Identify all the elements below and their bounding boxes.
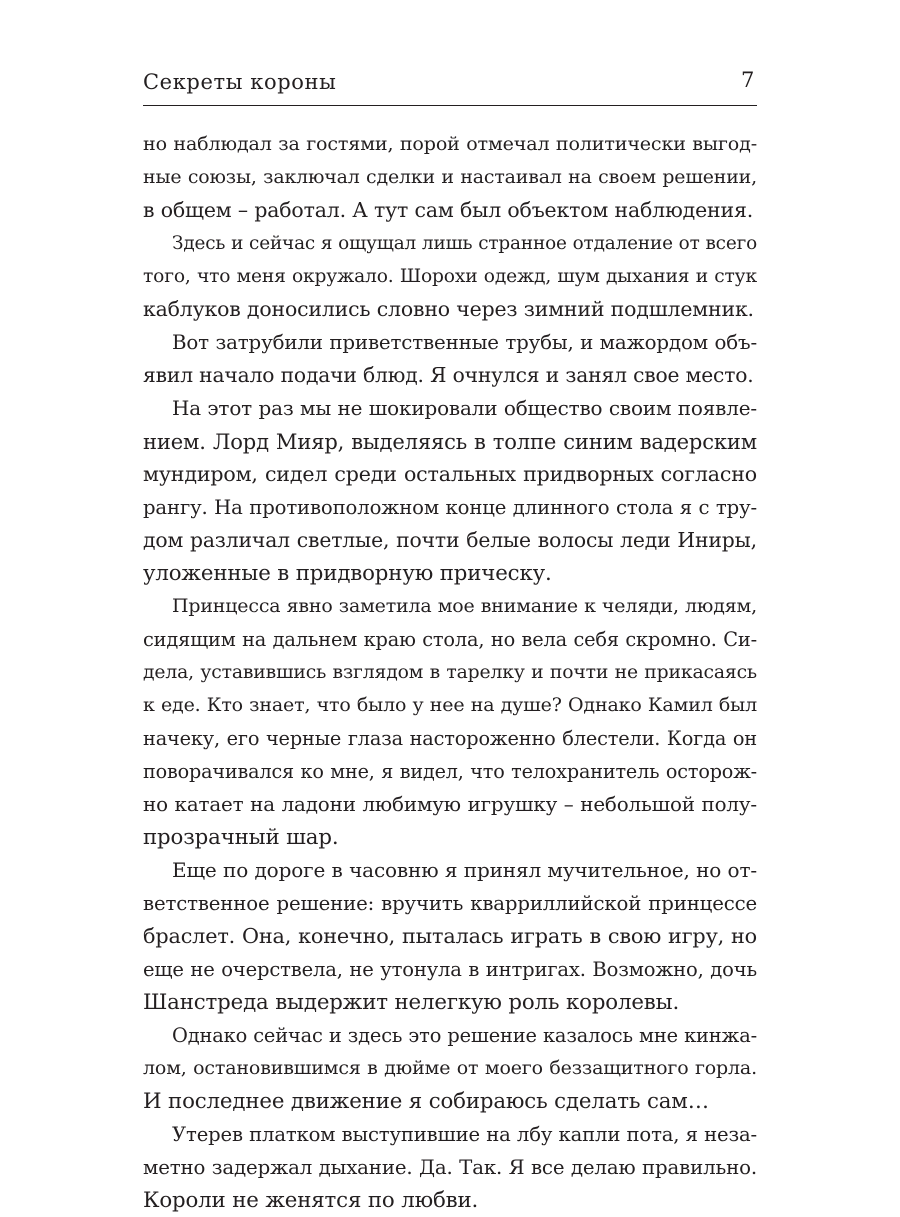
text-line: явил начало подачи блюд. Я очнулся и занял свое место. (143, 363, 754, 387)
text-line: дела, уставившись взглядом в тарелку и почти не прикасаясь (143, 662, 757, 683)
text-line: того, что меня окружало. Шорохи одежд, шум дыхания и стук (143, 266, 757, 287)
paragraph (143, 326, 757, 392)
text-line: к еде. Кто знает, что было у нее на душе? Однако Камил был (143, 694, 757, 716)
text-line: лом, остановившимся в дюйме от моего беззащитного горла. (143, 1057, 757, 1079)
paragraph (143, 1118, 757, 1217)
text-line: Здесь и сейчас я ощущал лишь странное отдаление от всего (172, 233, 757, 254)
header-rule (143, 105, 757, 106)
running-title: Секреты короны (143, 70, 337, 94)
text-line: Еще по дороге в часовню я принял мучительное, но от- (172, 858, 757, 882)
text-line: метно задержал дыхание. Да. Так. Я все делаю правильно. (143, 1156, 757, 1179)
text-line: ные союзы, заключал сделки и настаивал на своем решении, (143, 166, 757, 188)
paragraph (143, 854, 757, 1019)
text-line: Короли не женятся по любви. (143, 1188, 479, 1213)
text-line: Принцесса явно заметила мое внимание к челяди, людям, (172, 595, 757, 617)
text-line: поворачивался ко мне, я видел, что телохранитель осторож- (143, 760, 757, 783)
text-line: начеку, его черные глаза настороженно блестели. Когда он (143, 727, 757, 750)
text-line: но катает на ладони любимую игрушку – небольшой полу- (143, 793, 757, 816)
paragraph (143, 128, 757, 227)
text-line: На этот раз мы не шокировали общество своим появле- (172, 396, 757, 420)
text-line: сидящим на дальнем краю стола, но вела себя скромно. Си- (143, 628, 757, 651)
text-line: прозрачный шар. (143, 825, 339, 850)
text-line: но наблюдал за гостями, порой отмечал политически выгод- (143, 133, 757, 155)
running-header (143, 66, 757, 100)
text-line: в общем – работал. А тут сам был объектом наблюдения. (143, 198, 754, 222)
text-line: дом различал светлые, почти белые волосы леди Иниры, (143, 528, 757, 552)
text-line: Однако сейчас и здесь это решение казалось мне кинжа- (172, 1024, 757, 1047)
text-line: Вот затрубили приветственные трубы, и мажордом объ- (172, 331, 757, 354)
text-line: браслет. Она, конечно, пыталась играть в свою игру, но (143, 924, 757, 948)
text-line: каблуков доносились словно через зимний подшлемник. (143, 297, 754, 321)
text-line: ветственное решение: вручить кварриллийской принцессе (143, 892, 757, 915)
text-line: еще не очерствела, не утонула в интригах. Возможно, дочь (143, 958, 757, 981)
paragraph (143, 392, 757, 590)
text-line: рангу. На противоположном конце длинного стола я с тру- (143, 496, 757, 519)
paragraph (143, 227, 757, 326)
text-line: Шанстреда выдержит нелегкую роль королевы. (143, 990, 680, 1015)
paragraph (143, 590, 757, 854)
text-line: нием. Лорд Мияр, выделяясь в толпе синим вадерским (143, 429, 757, 454)
text-line: Утерев платком выступившие на лбу капли пота, я неза- (172, 1123, 757, 1146)
text-line: И последнее движение я собираюсь сделать сам… (143, 1089, 709, 1114)
text-line: уложенные в придворную прическу. (143, 561, 552, 586)
page-number: 7 (741, 68, 755, 92)
body-text (143, 128, 757, 1217)
paragraph (143, 1019, 757, 1118)
text-line: мундиром, сидел среди остальных придворных согласно (143, 462, 757, 486)
